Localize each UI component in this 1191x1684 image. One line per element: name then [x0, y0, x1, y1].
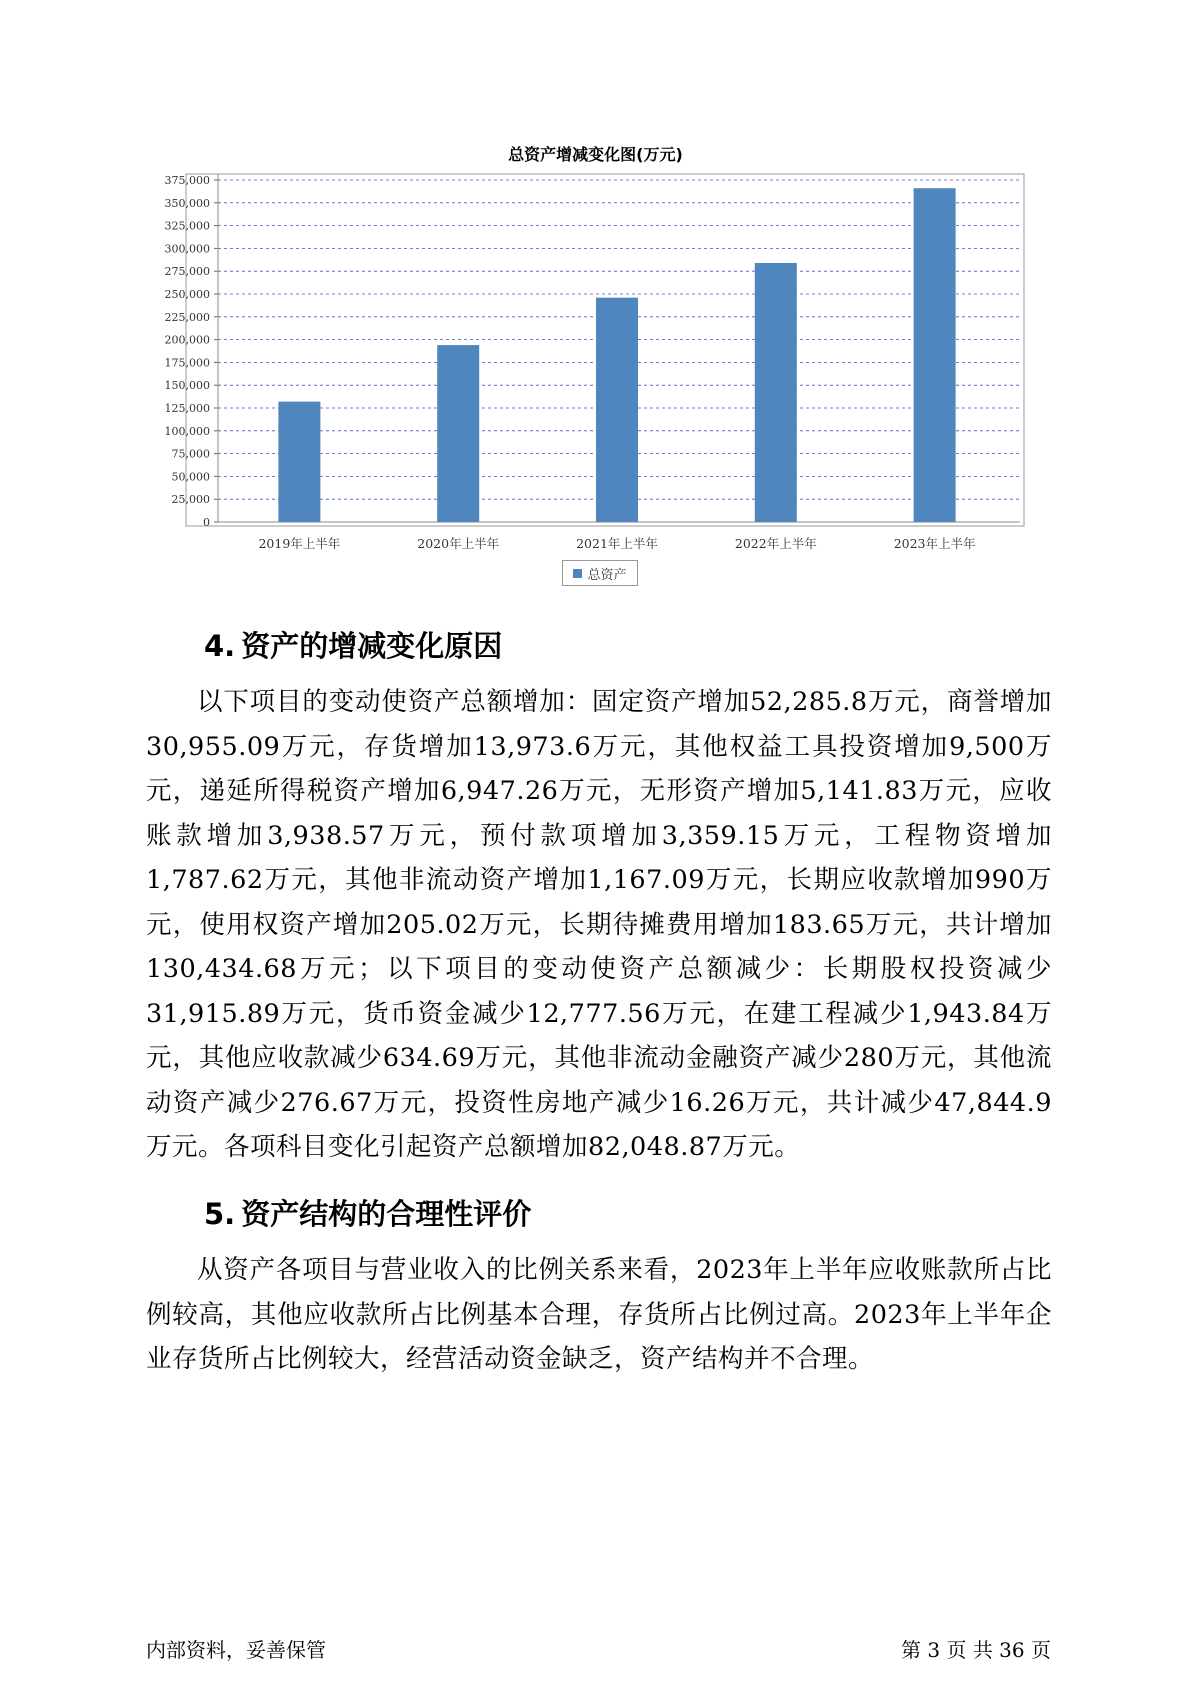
x-tick-label: 2020年上半年: [417, 536, 500, 551]
footer-confidential: 内部资料，妥善保管: [146, 1638, 326, 1662]
x-tick-label: 2022年上半年: [734, 536, 817, 551]
total-assets-chart: [0, 0, 1191, 600]
bar-3: [596, 298, 638, 522]
legend-label: 总资产: [587, 567, 627, 583]
y-tick-label: 250,000: [164, 288, 210, 301]
section-4-number: 4.: [204, 629, 236, 663]
chart-title: 总资产增减变化图(万元): [508, 145, 683, 164]
y-tick-label: 225,000: [164, 310, 210, 324]
y-tick-label: 375,000: [164, 174, 210, 187]
bar-1: [278, 402, 320, 522]
chart-legend: [562, 560, 638, 586]
chart-canvas: [0, 0, 1191, 600]
y-tick-label: 300,000: [164, 242, 210, 256]
x-tick-label: 2021年上半年: [576, 536, 658, 551]
y-tick-label: 125,000: [164, 402, 210, 415]
section-5-number: 5.: [204, 1197, 236, 1231]
bar-4: [755, 263, 797, 522]
legend-swatch: [573, 569, 582, 578]
y-tick-label: 200,000: [164, 333, 210, 347]
bar-2: [437, 345, 479, 522]
y-tick-label: 75,000: [171, 447, 210, 461]
y-tick-label: 100,000: [164, 424, 210, 438]
footer-page-number: 第 3 页 共 36 页: [901, 1638, 1051, 1662]
y-tick-label: 175,000: [164, 356, 210, 370]
section-4-title: 资产的增减变化原因: [241, 629, 503, 663]
y-tick-label: 0: [203, 516, 210, 529]
section-4-heading: [204, 620, 502, 672]
section-5-paragraph: 从资产各项目与营业收入的比例关系来看，2023年上半年应收账款所占比例较高，其他应收款所占比例基本合理，存货所占比例过高。2023年上半年企业存货所占比例较大，经营活动资金缺乏，资产结构并不合理。: [146, 1255, 1052, 1374]
y-tick-label: 325,000: [164, 219, 210, 233]
section-5-heading: [204, 1188, 531, 1240]
section-4-paragraph: 以下项目的变动使资产总额增加：固定资产增加52,285.8万元，商誉增加30,955.09万元，存货增加13,973.6万元，其他权益工具投资增加9,500万元，递延所得税资产增加6,947.26万元，无形资产增加5,141.83万元，应收账款增加3,938.57万元，预付款项增加3,359.15万元，工程物资增加1,787.62万元，其他非流动资产增加1,167.09万元，长期应收款增加990万元，使用权资产增加205.02万元，长期待摊费用增加183.65万元，共计增加130,434.68万元；以下项目的变动使资产总额减少：长期股权投资减少31,915.89万元，货币资金减少12,777.56万元，在建工程减少1,943.84万元，其他应收款减少634.69万元，其他非流动金融资产减少280万元，其他流动资产减少276.67万元，投资性房地产减少16.26万元，共计减少47,844.9万元。各项科目变化引起资产总额增加82,048.87万元。: [146, 687, 1052, 1162]
y-tick-label: 150,000: [164, 379, 210, 393]
x-tick-label: 2019年上半年: [258, 536, 341, 551]
y-tick-label: 50,000: [171, 470, 210, 484]
y-tick-label: 275,000: [164, 265, 210, 279]
section-5-title: 资产结构的合理性评价: [241, 1197, 532, 1231]
bar-5: [914, 188, 956, 522]
x-tick-label: 2023年上半年: [893, 536, 976, 551]
y-tick-label: 350,000: [164, 196, 210, 210]
y-tick-label: 25,000: [171, 493, 210, 507]
